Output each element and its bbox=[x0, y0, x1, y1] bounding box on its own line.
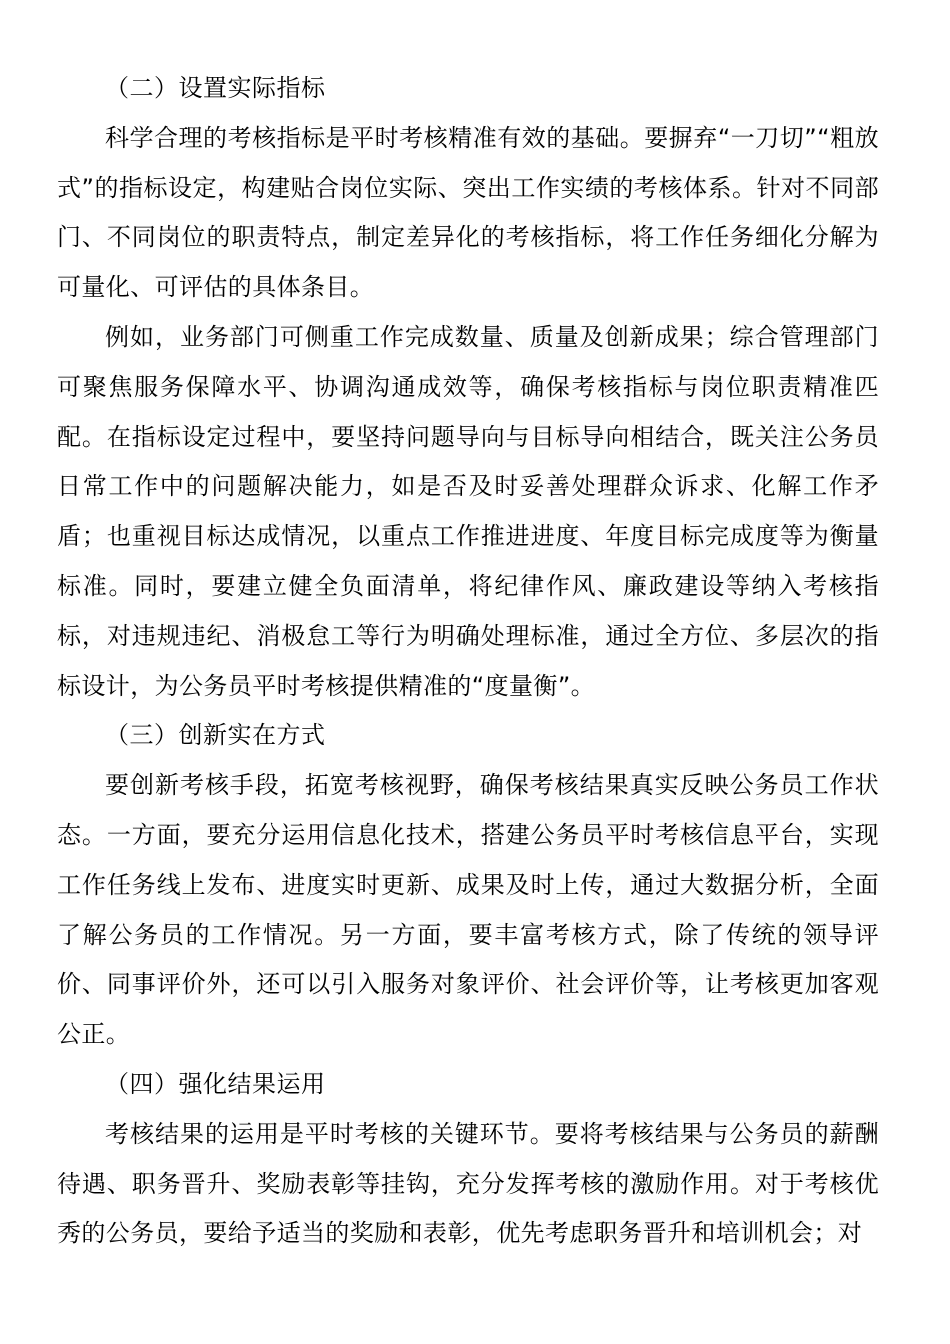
paragraph: 要创新考核手段，拓宽考核视野，确保考核结果真实反映公务员工作状态。一方面，要充分运用信息化技术，搭建公务员平时考核信息平台，实现工作任务线上发布、进度实时更新、成果及时上传，通过大数据分析，全面了解公务员的工作情况。另一方面，要丰富考核方式，除了传统的领导评价、同事评价外，还可以引入服务对象评价、社会评价等，让考核更加客观公正。 bbox=[57, 771, 879, 1049]
paragraph: 例如，业务部门可侧重工作完成数量、质量及创新成果；综合管理部门可聚焦服务保障水平、协调沟通成效等，确保考核指标与岗位职责精准匹配。在指标设定过程中，要坚持问题导向与目标导向相结合，既关注公务员日常工作中的问题解决能力，如是否及时妥善处理群众诉求、化解工作矛盾；也重视目标达成情况，以重点工作推进进度、年度目标完成度等为衡量标准。同时，要建立健全负面清单，将纪律作风、廉政建设等纳入考核指标，对违规违纪、消极怠工等行为明确处理标准，通过全方位、多层次的指标设计，为公务员平时考核提供精准的“度量衡”。 bbox=[57, 322, 879, 700]
section-heading-2: （二）设置实际指标 bbox=[105, 74, 326, 102]
section-heading-3: （三）创新实在方式 bbox=[105, 721, 326, 750]
paragraph: 科学合理的考核指标是平时考核精准有效的基础。要摒弃“一刀切”“粗放式”的指标设定，构建贴合岗位实际、突出工作实绩的考核体系。针对不同部门、不同岗位的职责特点，制定差异化的考核指标，将工作任务细化分解为可量化、可评估的具体条目。 bbox=[57, 123, 879, 302]
paragraph: 考核结果的运用是平时考核的关键环节。要将考核结果与公务员的薪酬待遇、职务晋升、奖励表彰等挂钩，充分发挥考核的激励作用。对于考核优秀的公务员，要给予适当的奖励和表彰，优先考虑职务晋升和培训机会；对 bbox=[57, 1119, 879, 1248]
document-page bbox=[57, 64, 879, 1259]
section-heading-4: （四）强化结果运用 bbox=[105, 1069, 326, 1098]
